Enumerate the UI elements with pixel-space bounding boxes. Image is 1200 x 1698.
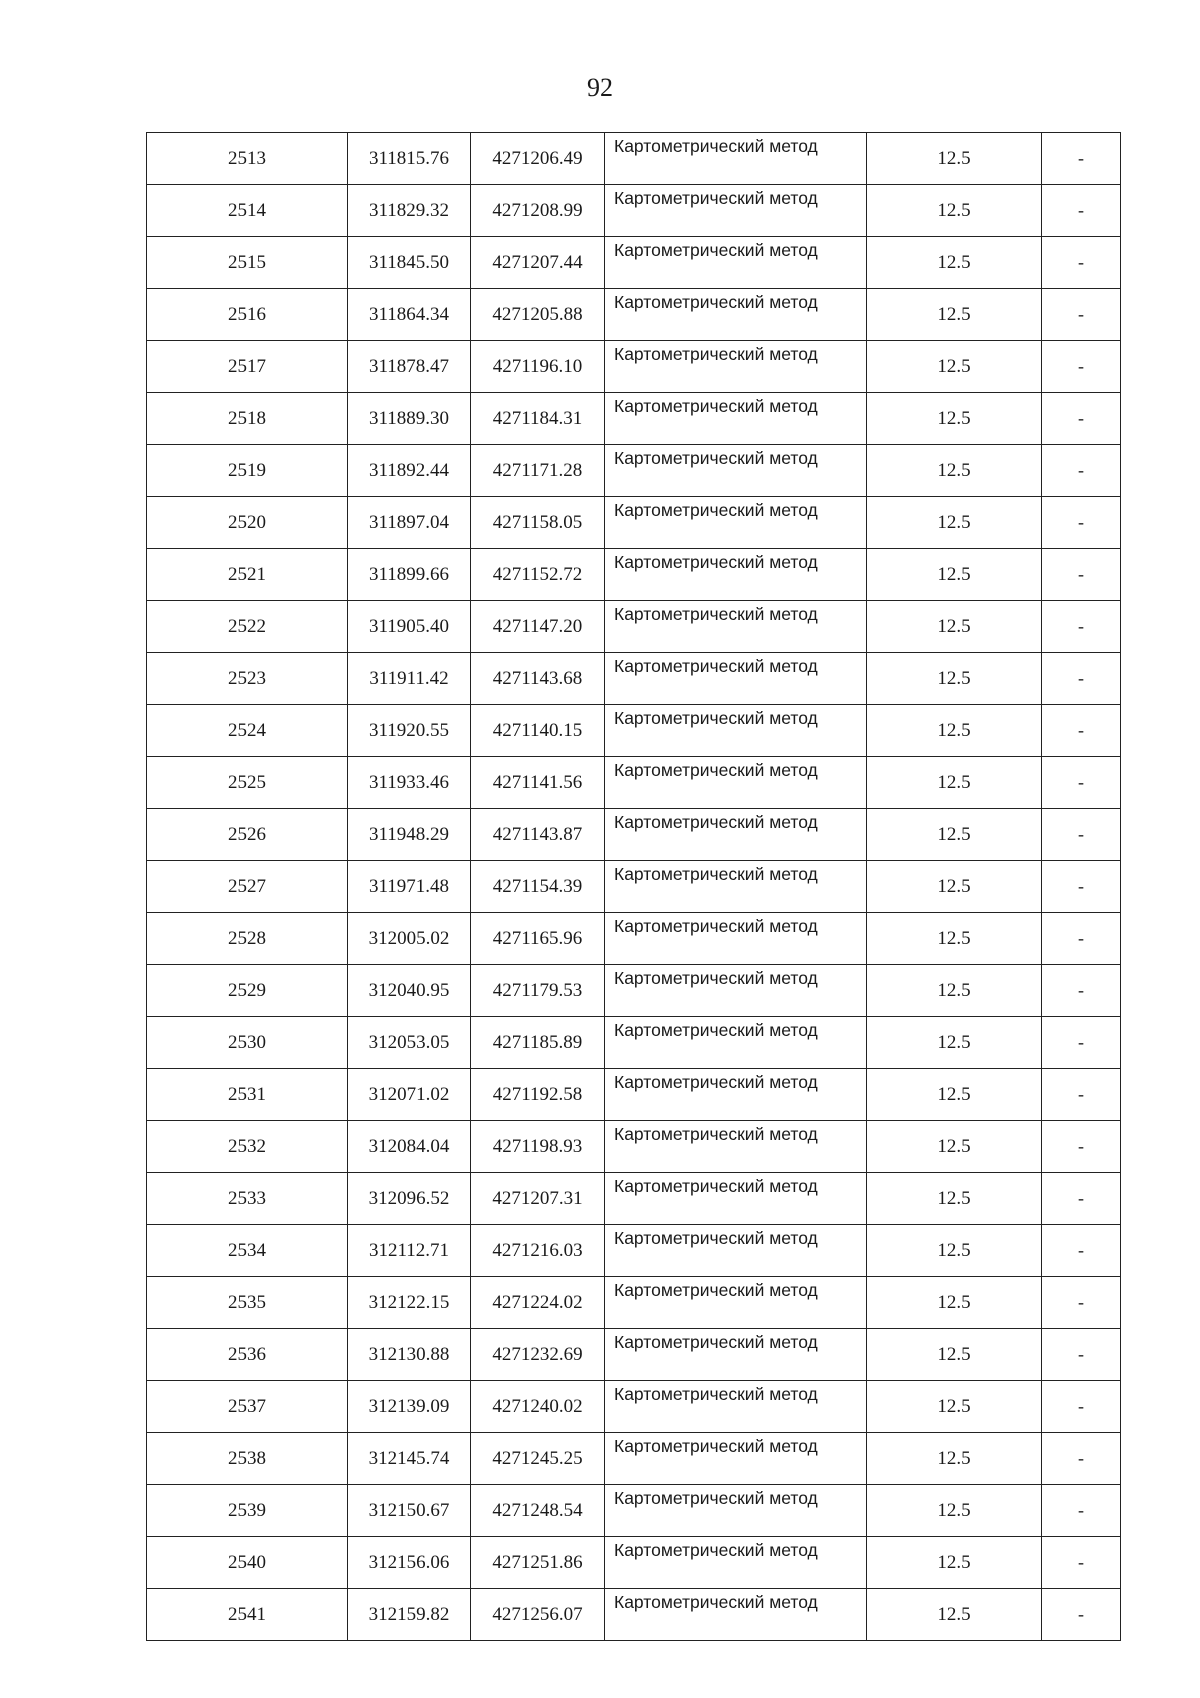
x-coordinate-cell: 311899.66 bbox=[348, 549, 471, 601]
point-number-cell: 2528 bbox=[147, 913, 348, 965]
point-number-cell: 2518 bbox=[147, 393, 348, 445]
x-coordinate-cell: 311815.76 bbox=[348, 133, 471, 185]
y-coordinate-cell: 4271154.39 bbox=[471, 861, 605, 913]
accuracy-cell: 12.5 bbox=[867, 1433, 1042, 1485]
method-cell: Картометрический метод bbox=[605, 861, 867, 913]
y-coordinate-cell: 4271198.93 bbox=[471, 1121, 605, 1173]
x-coordinate-cell: 312071.02 bbox=[348, 1069, 471, 1121]
table-row bbox=[147, 1381, 1121, 1433]
note-cell: - bbox=[1042, 965, 1121, 1017]
table-row bbox=[147, 1017, 1121, 1069]
page-number: 92 bbox=[587, 73, 613, 102]
table-row bbox=[147, 1537, 1121, 1589]
table-row bbox=[147, 1433, 1121, 1485]
table-row bbox=[147, 913, 1121, 965]
method-cell: Картометрический метод bbox=[605, 1225, 867, 1277]
x-coordinate-cell: 312159.82 bbox=[348, 1589, 471, 1641]
accuracy-cell: 12.5 bbox=[867, 1485, 1042, 1537]
table-row bbox=[147, 861, 1121, 913]
x-coordinate-cell: 312145.74 bbox=[348, 1433, 471, 1485]
point-number-cell: 2516 bbox=[147, 289, 348, 341]
point-number-cell: 2524 bbox=[147, 705, 348, 757]
method-cell: Картометрический метод bbox=[605, 1433, 867, 1485]
table-row bbox=[147, 497, 1121, 549]
note-cell: - bbox=[1042, 809, 1121, 861]
point-number-cell: 2527 bbox=[147, 861, 348, 913]
table-row bbox=[147, 1173, 1121, 1225]
accuracy-cell: 12.5 bbox=[867, 289, 1042, 341]
y-coordinate-cell: 4271192.58 bbox=[471, 1069, 605, 1121]
accuracy-cell: 12.5 bbox=[867, 445, 1042, 497]
y-coordinate-cell: 4271208.99 bbox=[471, 185, 605, 237]
method-cell: Картометрический метод bbox=[605, 1121, 867, 1173]
y-coordinate-cell: 4271207.44 bbox=[471, 237, 605, 289]
note-cell: - bbox=[1042, 1225, 1121, 1277]
method-cell: Картометрический метод bbox=[605, 185, 867, 237]
point-number-cell: 2531 bbox=[147, 1069, 348, 1121]
y-coordinate-cell: 4271140.15 bbox=[471, 705, 605, 757]
accuracy-cell: 12.5 bbox=[867, 913, 1042, 965]
point-number-cell: 2521 bbox=[147, 549, 348, 601]
note-cell: - bbox=[1042, 185, 1121, 237]
accuracy-cell: 12.5 bbox=[867, 1277, 1042, 1329]
method-cell: Картометрический метод bbox=[605, 1537, 867, 1589]
accuracy-cell: 12.5 bbox=[867, 809, 1042, 861]
note-cell: - bbox=[1042, 705, 1121, 757]
point-number-cell: 2513 bbox=[147, 133, 348, 185]
accuracy-cell: 12.5 bbox=[867, 1225, 1042, 1277]
accuracy-cell: 12.5 bbox=[867, 1381, 1042, 1433]
point-number-cell: 2540 bbox=[147, 1537, 348, 1589]
y-coordinate-cell: 4271245.25 bbox=[471, 1433, 605, 1485]
y-coordinate-cell: 4271185.89 bbox=[471, 1017, 605, 1069]
note-cell: - bbox=[1042, 133, 1121, 185]
x-coordinate-cell: 312130.88 bbox=[348, 1329, 471, 1381]
point-number-cell: 2539 bbox=[147, 1485, 348, 1537]
method-cell: Картометрический метод bbox=[605, 1017, 867, 1069]
point-number-cell: 2514 bbox=[147, 185, 348, 237]
x-coordinate-cell: 311905.40 bbox=[348, 601, 471, 653]
point-number-cell: 2538 bbox=[147, 1433, 348, 1485]
accuracy-cell: 12.5 bbox=[867, 497, 1042, 549]
method-cell: Картометрический метод bbox=[605, 133, 867, 185]
note-cell: - bbox=[1042, 289, 1121, 341]
table-row bbox=[147, 1277, 1121, 1329]
accuracy-cell: 12.5 bbox=[867, 1121, 1042, 1173]
x-coordinate-cell: 312139.09 bbox=[348, 1381, 471, 1433]
y-coordinate-cell: 4271184.31 bbox=[471, 393, 605, 445]
accuracy-cell: 12.5 bbox=[867, 861, 1042, 913]
note-cell: - bbox=[1042, 757, 1121, 809]
table-row bbox=[147, 393, 1121, 445]
note-cell: - bbox=[1042, 445, 1121, 497]
accuracy-cell: 12.5 bbox=[867, 1069, 1042, 1121]
x-coordinate-cell: 312122.15 bbox=[348, 1277, 471, 1329]
x-coordinate-cell: 312156.06 bbox=[348, 1537, 471, 1589]
note-cell: - bbox=[1042, 1381, 1121, 1433]
x-coordinate-cell: 311933.46 bbox=[348, 757, 471, 809]
point-number-cell: 2525 bbox=[147, 757, 348, 809]
table-row bbox=[147, 289, 1121, 341]
y-coordinate-cell: 4271224.02 bbox=[471, 1277, 605, 1329]
note-cell: - bbox=[1042, 601, 1121, 653]
y-coordinate-cell: 4271205.88 bbox=[471, 289, 605, 341]
accuracy-cell: 12.5 bbox=[867, 393, 1042, 445]
point-number-cell: 2535 bbox=[147, 1277, 348, 1329]
note-cell: - bbox=[1042, 1537, 1121, 1589]
y-coordinate-cell: 4271207.31 bbox=[471, 1173, 605, 1225]
method-cell: Картометрический метод bbox=[605, 237, 867, 289]
y-coordinate-cell: 4271143.87 bbox=[471, 809, 605, 861]
accuracy-cell: 12.5 bbox=[867, 965, 1042, 1017]
accuracy-cell: 12.5 bbox=[867, 549, 1042, 601]
table-row bbox=[147, 1589, 1121, 1641]
accuracy-cell: 12.5 bbox=[867, 1017, 1042, 1069]
method-cell: Картометрический метод bbox=[605, 1329, 867, 1381]
note-cell: - bbox=[1042, 341, 1121, 393]
table-row bbox=[147, 445, 1121, 497]
x-coordinate-cell: 311971.48 bbox=[348, 861, 471, 913]
y-coordinate-cell: 4271143.68 bbox=[471, 653, 605, 705]
point-number-cell: 2517 bbox=[147, 341, 348, 393]
point-number-cell: 2536 bbox=[147, 1329, 348, 1381]
note-cell: - bbox=[1042, 1433, 1121, 1485]
method-cell: Картометрический метод bbox=[605, 601, 867, 653]
y-coordinate-cell: 4271206.49 bbox=[471, 133, 605, 185]
y-coordinate-cell: 4271251.86 bbox=[471, 1537, 605, 1589]
method-cell: Картометрический метод bbox=[605, 341, 867, 393]
x-coordinate-cell: 311864.34 bbox=[348, 289, 471, 341]
table-row bbox=[147, 601, 1121, 653]
note-cell: - bbox=[1042, 1121, 1121, 1173]
method-cell: Картометрический метод bbox=[605, 445, 867, 497]
accuracy-cell: 12.5 bbox=[867, 705, 1042, 757]
accuracy-cell: 12.5 bbox=[867, 757, 1042, 809]
method-cell: Картометрический метод bbox=[605, 549, 867, 601]
x-coordinate-cell: 311897.04 bbox=[348, 497, 471, 549]
y-coordinate-cell: 4271240.02 bbox=[471, 1381, 605, 1433]
point-number-cell: 2530 bbox=[147, 1017, 348, 1069]
point-number-cell: 2533 bbox=[147, 1173, 348, 1225]
note-cell: - bbox=[1042, 1277, 1121, 1329]
table-row bbox=[147, 341, 1121, 393]
table-row bbox=[147, 549, 1121, 601]
y-coordinate-cell: 4271141.56 bbox=[471, 757, 605, 809]
method-cell: Картометрический метод bbox=[605, 653, 867, 705]
method-cell: Картометрический метод bbox=[605, 1485, 867, 1537]
accuracy-cell: 12.5 bbox=[867, 185, 1042, 237]
table-row bbox=[147, 1069, 1121, 1121]
accuracy-cell: 12.5 bbox=[867, 1589, 1042, 1641]
x-coordinate-cell: 311889.30 bbox=[348, 393, 471, 445]
note-cell: - bbox=[1042, 1589, 1121, 1641]
x-coordinate-cell: 311845.50 bbox=[348, 237, 471, 289]
table-row bbox=[147, 1225, 1121, 1277]
method-cell: Картометрический метод bbox=[605, 289, 867, 341]
point-number-cell: 2529 bbox=[147, 965, 348, 1017]
y-coordinate-cell: 4271196.10 bbox=[471, 341, 605, 393]
x-coordinate-cell: 311892.44 bbox=[348, 445, 471, 497]
table-row bbox=[147, 1121, 1121, 1173]
table-row bbox=[147, 1485, 1121, 1537]
method-cell: Картометрический метод bbox=[605, 1277, 867, 1329]
y-coordinate-cell: 4271179.53 bbox=[471, 965, 605, 1017]
y-coordinate-cell: 4271248.54 bbox=[471, 1485, 605, 1537]
method-cell: Картометрический метод bbox=[605, 393, 867, 445]
note-cell: - bbox=[1042, 1017, 1121, 1069]
point-number-cell: 2520 bbox=[147, 497, 348, 549]
note-cell: - bbox=[1042, 497, 1121, 549]
table-row bbox=[147, 705, 1121, 757]
method-cell: Картометрический метод bbox=[605, 757, 867, 809]
note-cell: - bbox=[1042, 861, 1121, 913]
method-cell: Картометрический метод bbox=[605, 1069, 867, 1121]
method-cell: Картометрический метод bbox=[605, 1173, 867, 1225]
x-coordinate-cell: 312112.71 bbox=[348, 1225, 471, 1277]
note-cell: - bbox=[1042, 1485, 1121, 1537]
method-cell: Картометрический метод bbox=[605, 965, 867, 1017]
coordinates-table-body bbox=[147, 133, 1121, 1641]
note-cell: - bbox=[1042, 1173, 1121, 1225]
coordinates-table bbox=[146, 132, 1121, 1641]
x-coordinate-cell: 312040.95 bbox=[348, 965, 471, 1017]
x-coordinate-cell: 312084.04 bbox=[348, 1121, 471, 1173]
point-number-cell: 2537 bbox=[147, 1381, 348, 1433]
x-coordinate-cell: 311878.47 bbox=[348, 341, 471, 393]
note-cell: - bbox=[1042, 1069, 1121, 1121]
note-cell: - bbox=[1042, 393, 1121, 445]
x-coordinate-cell: 312096.52 bbox=[348, 1173, 471, 1225]
y-coordinate-cell: 4271165.96 bbox=[471, 913, 605, 965]
method-cell: Картометрический метод bbox=[605, 705, 867, 757]
y-coordinate-cell: 4271256.07 bbox=[471, 1589, 605, 1641]
accuracy-cell: 12.5 bbox=[867, 341, 1042, 393]
accuracy-cell: 12.5 bbox=[867, 1537, 1042, 1589]
y-coordinate-cell: 4271216.03 bbox=[471, 1225, 605, 1277]
table-row bbox=[147, 185, 1121, 237]
point-number-cell: 2515 bbox=[147, 237, 348, 289]
table-row bbox=[147, 965, 1121, 1017]
table-row bbox=[147, 133, 1121, 185]
x-coordinate-cell: 311829.32 bbox=[348, 185, 471, 237]
point-number-cell: 2526 bbox=[147, 809, 348, 861]
point-number-cell: 2519 bbox=[147, 445, 348, 497]
y-coordinate-cell: 4271158.05 bbox=[471, 497, 605, 549]
note-cell: - bbox=[1042, 1329, 1121, 1381]
accuracy-cell: 12.5 bbox=[867, 237, 1042, 289]
y-coordinate-cell: 4271171.28 bbox=[471, 445, 605, 497]
accuracy-cell: 12.5 bbox=[867, 1329, 1042, 1381]
point-number-cell: 2534 bbox=[147, 1225, 348, 1277]
table-row bbox=[147, 757, 1121, 809]
x-coordinate-cell: 311911.42 bbox=[348, 653, 471, 705]
table-row bbox=[147, 653, 1121, 705]
method-cell: Картометрический метод bbox=[605, 1589, 867, 1641]
method-cell: Картометрический метод bbox=[605, 809, 867, 861]
accuracy-cell: 12.5 bbox=[867, 133, 1042, 185]
x-coordinate-cell: 312005.02 bbox=[348, 913, 471, 965]
x-coordinate-cell: 312053.05 bbox=[348, 1017, 471, 1069]
table-row bbox=[147, 237, 1121, 289]
x-coordinate-cell: 312150.67 bbox=[348, 1485, 471, 1537]
point-number-cell: 2541 bbox=[147, 1589, 348, 1641]
point-number-cell: 2532 bbox=[147, 1121, 348, 1173]
table-row bbox=[147, 1329, 1121, 1381]
accuracy-cell: 12.5 bbox=[867, 1173, 1042, 1225]
y-coordinate-cell: 4271232.69 bbox=[471, 1329, 605, 1381]
table-row bbox=[147, 809, 1121, 861]
note-cell: - bbox=[1042, 549, 1121, 601]
y-coordinate-cell: 4271147.20 bbox=[471, 601, 605, 653]
note-cell: - bbox=[1042, 653, 1121, 705]
accuracy-cell: 12.5 bbox=[867, 601, 1042, 653]
x-coordinate-cell: 311920.55 bbox=[348, 705, 471, 757]
method-cell: Картометрический метод bbox=[605, 497, 867, 549]
note-cell: - bbox=[1042, 237, 1121, 289]
point-number-cell: 2522 bbox=[147, 601, 348, 653]
y-coordinate-cell: 4271152.72 bbox=[471, 549, 605, 601]
note-cell: - bbox=[1042, 913, 1121, 965]
method-cell: Картометрический метод bbox=[605, 913, 867, 965]
method-cell: Картометрический метод bbox=[605, 1381, 867, 1433]
point-number-cell: 2523 bbox=[147, 653, 348, 705]
accuracy-cell: 12.5 bbox=[867, 653, 1042, 705]
x-coordinate-cell: 311948.29 bbox=[348, 809, 471, 861]
